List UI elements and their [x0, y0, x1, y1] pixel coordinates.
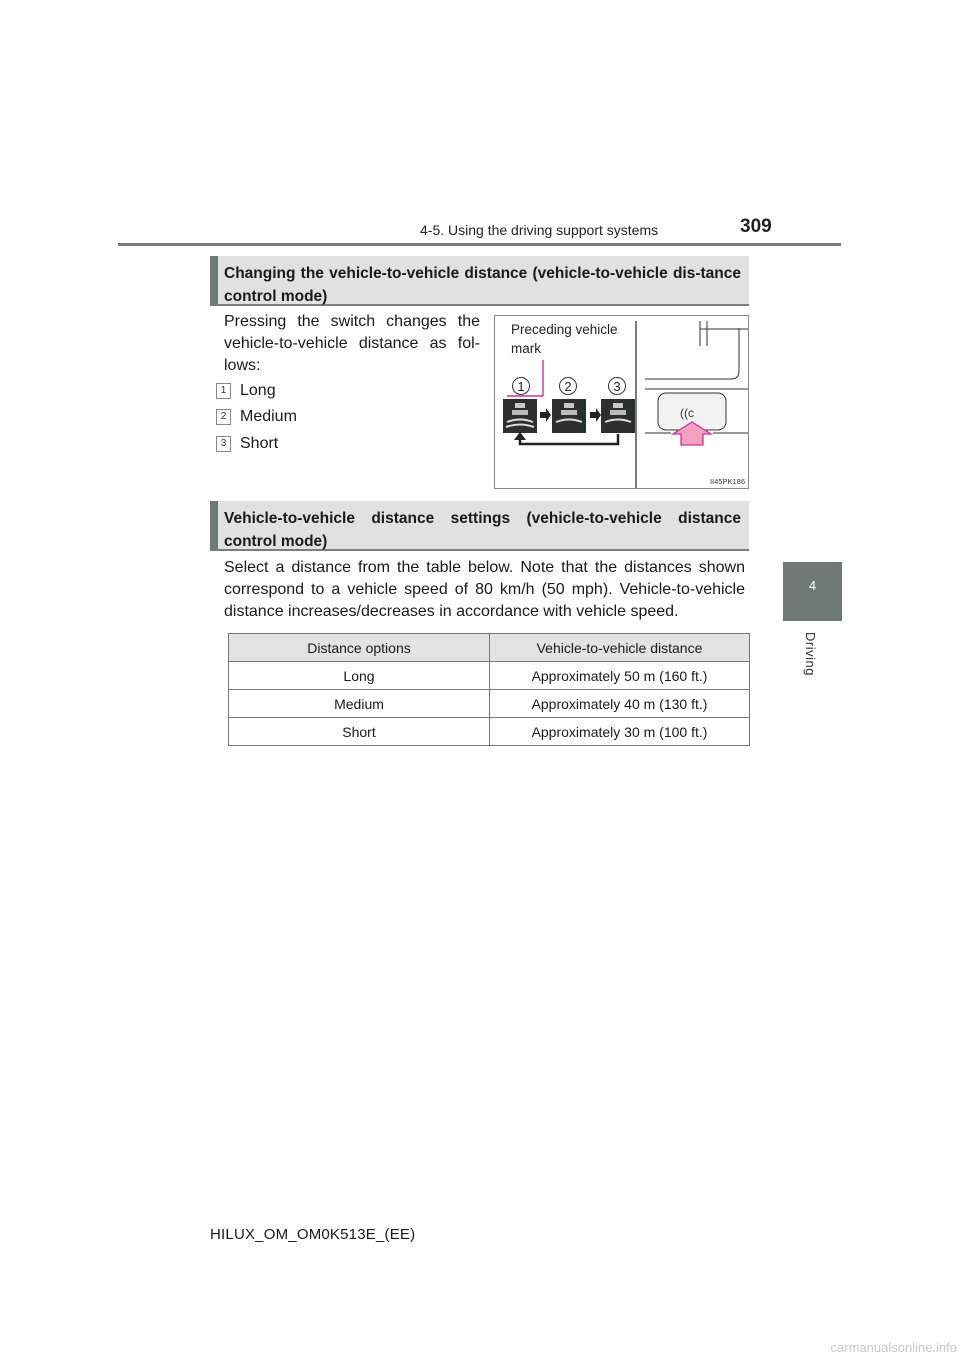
list-item: [216, 382, 276, 400]
display-long-icon: [503, 399, 537, 433]
illustration-code: II45PK186: [709, 477, 745, 486]
table-cell: Short: [229, 718, 490, 746]
list-item-label: Medium: [240, 408, 297, 425]
section-heading-distance-settings: Vehicle-to-vehicle distance settings (vehicle-to-vehicle distance control mode): [210, 501, 749, 551]
distance-button-icon: ((c: [680, 406, 694, 420]
number-3: 3: [613, 379, 621, 394]
list-item: [216, 435, 278, 453]
list-item: [216, 408, 297, 426]
arrow-right-icon: [590, 408, 601, 422]
chapter-number: 4: [808, 578, 817, 593]
table-header: Distance options: [229, 634, 490, 662]
watermark: carmanualsonline.info: [830, 1340, 957, 1355]
chapter-label: [800, 632, 820, 692]
table-cell: Long: [229, 662, 490, 690]
number-1: 1: [517, 379, 525, 394]
display-short-icon: [601, 399, 635, 433]
display-medium-icon: [552, 399, 586, 433]
table-row: [229, 690, 750, 718]
number-badge: 3: [216, 436, 231, 452]
callout-label-2: mark: [511, 341, 541, 356]
table-cell: Approximately 30 m (100 ft.): [490, 718, 750, 746]
table-row: [229, 718, 750, 746]
distance-switch-illustration: [494, 315, 749, 489]
callout-label-1: Preceding vehicle: [511, 322, 618, 337]
steering-switch-panel: [645, 321, 748, 433]
table-cell: Approximately 40 m (130 ft.): [490, 690, 750, 718]
section-heading-distance-change: Changing the vehicle-to-vehicle distance (vehicle-to-vehicle dis-tance control mode): [210, 256, 749, 306]
table-cell: Approximately 50 m (160 ft.): [490, 662, 750, 690]
chapter-label-text: Driving: [803, 632, 818, 676]
setting-numbers: [513, 378, 626, 395]
section-paragraph: Pressing the switch changes the vehicle-to-vehicle distance as fol-lows:: [224, 313, 480, 374]
page-number: 309: [740, 216, 772, 237]
list-item-label: Short: [240, 435, 279, 452]
document-code: HILUX_OM_OM0K513E_(EE): [210, 1226, 416, 1243]
arrow-up-icon: [514, 432, 526, 440]
illustration-svg: [495, 316, 748, 488]
list-item-label: Long: [240, 382, 276, 399]
number-badge: 1: [216, 383, 231, 399]
arrow-right-icon: [540, 408, 551, 422]
section-header: 4-5. Using the driving support systems: [420, 222, 659, 238]
table-header: Vehicle-to-vehicle distance: [490, 634, 750, 662]
cycle-return-line: [520, 434, 618, 444]
number-2: 2: [564, 379, 572, 394]
section-paragraph: Select a distance from the table below. Note that the distances shown correspond to a vehicle speed of 80 km/h (50 mph). Vehicle-to-vehicle distance increases/decreases in accordance with vehicle speed.: [224, 559, 745, 620]
table-header-row: [229, 634, 750, 662]
table-row: [229, 662, 750, 690]
header-rule: [118, 243, 841, 246]
table-cell: Medium: [229, 690, 490, 718]
number-badge: 2: [216, 409, 231, 425]
distance-table: [228, 633, 750, 746]
